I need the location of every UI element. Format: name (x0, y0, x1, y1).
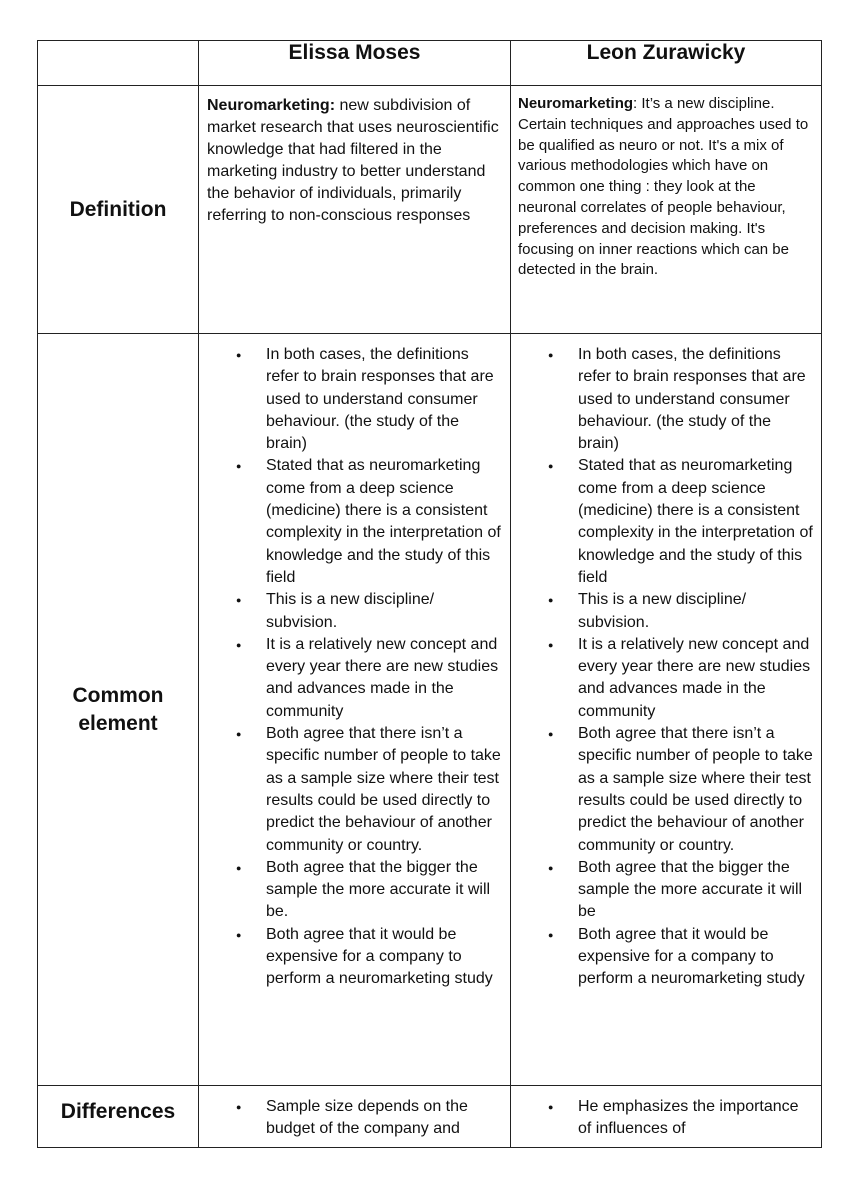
list-item: ● Sample size depends on the budget of the company and (200, 1096, 503, 1141)
list-item: ● He emphasizes the importance of influences of (512, 1096, 814, 1141)
common-zurawicky-list (512, 335, 820, 991)
list-item: ● Both agree that there isn’t a specific number of people to take as a sample size where their test results could be used directly to predict the behaviour of another community or country. (200, 723, 503, 857)
list-item: ● Stated that as neuromarketing come from a deep science (medicine) there is a consistent complexity in the interpretation of knowledge and the study of this field (512, 455, 814, 589)
differences-moses-list (200, 1087, 509, 1141)
header-row (38, 41, 822, 86)
common-zurawicky-cell (511, 334, 822, 1086)
differences-label: Differences (38, 1086, 199, 1148)
list-item: ● Stated that as neuromarketing come from a deep science (medicine) there is a consistent complexity in the interpretation of knowledge and the study of this field (200, 455, 503, 589)
list-item: ● Both agree that it would be expensive for a company to perform a neuromarketing study (512, 924, 814, 991)
definition-label: Definition (38, 86, 199, 334)
list-item: ● It is a relatively new concept and every year there are new studies and advances made in the community (200, 634, 503, 723)
list-item: ● Both agree that it would be expensive for a company to perform a neuromarketing study (200, 924, 503, 991)
definition-zurawicky-text: : It’s a new discipline. Certain techniques and approaches used to be qualified as neuro or not. It's a mix of various methodologies which have on common one thing : they look at the neuronal correlates of people behaviour, preferences and decision making. It's focusing on inner reactions which can be detected in the brain. (518, 95, 809, 279)
definition-moses-cell (199, 86, 511, 334)
common-moses-cell (199, 334, 511, 1086)
differences-zurawicky-cell (511, 1086, 822, 1148)
header-leon-zurawicky: Leon Zurawicky (511, 41, 822, 86)
list-item: ● It is a relatively new concept and every year there are new studies and advances made in the community (512, 634, 814, 723)
list-item: ● Both agree that the bigger the sample the more accurate it will be (512, 857, 814, 924)
header-elissa-moses: Elissa Moses (199, 41, 511, 86)
list-item: ● This is a new discipline/ subvision. (512, 589, 814, 634)
definition-zurawicky-cell (511, 86, 822, 334)
definition-row (38, 86, 822, 334)
definition-moses-text: new subdivision of market research that uses neuroscientific knowledge that had filtered in the marketing industry to better understand the behavior of individuals, primarily referring to non-conscious responses (207, 97, 499, 224)
list-item: ● In both cases, the definitions refer to brain responses that are used to understand consumer behaviour. (the study of the brain) (200, 344, 503, 455)
list-item: ● In both cases, the definitions refer to brain responses that are used to understand consumer behaviour. (the study of the brain) (512, 344, 814, 455)
common-moses-list (200, 335, 509, 991)
definition-moses-term: Neuromarketing: (207, 97, 336, 114)
differences-row (38, 1086, 822, 1148)
common-element-row (38, 334, 822, 1086)
differences-zurawicky-list (512, 1087, 820, 1141)
list-item: ● Both agree that the bigger the sample the more accurate it will be. (200, 857, 503, 924)
list-item: ● This is a new discipline/ subvision. (200, 589, 503, 634)
comparison-table (37, 40, 822, 1148)
differences-moses-cell (199, 1086, 511, 1148)
common-element-label: Common element (38, 334, 199, 1086)
header-empty-cell (38, 41, 199, 86)
definition-zurawicky-term: Neuromarketing (518, 95, 634, 112)
list-item: ● Both agree that there isn’t a specific number of people to take as a sample size where their test results could be used directly to predict the behaviour of another community or country. (512, 723, 814, 857)
